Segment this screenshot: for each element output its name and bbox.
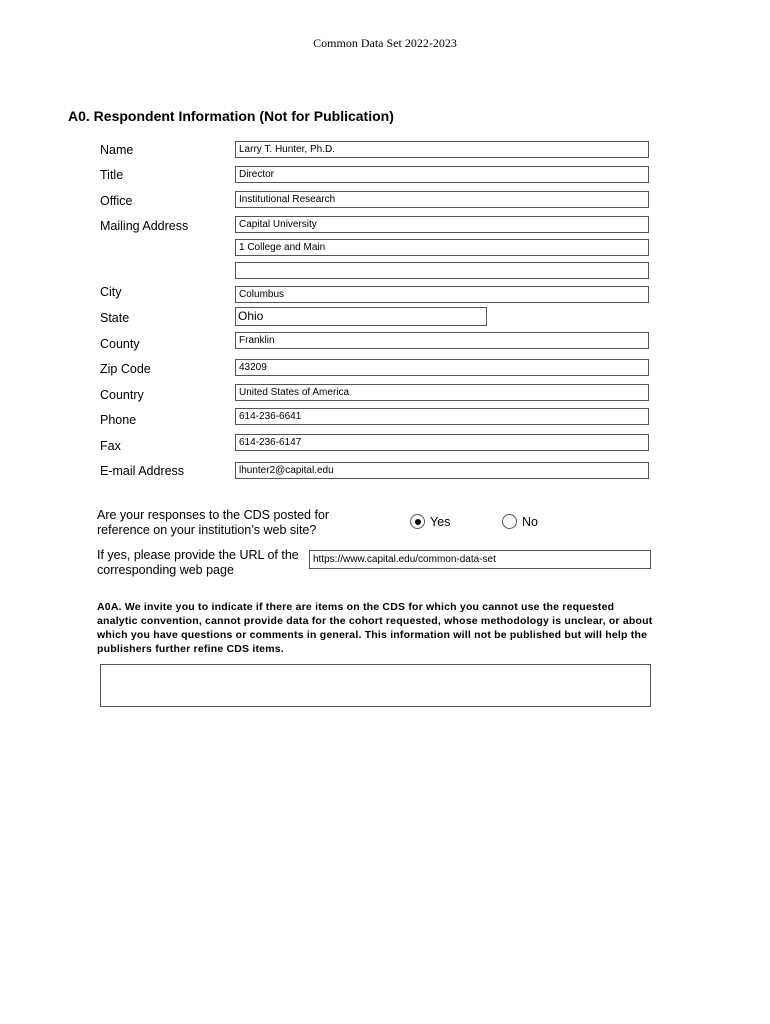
- url-question-line2: corresponding web page: [97, 563, 234, 577]
- a0a-instructions: A0A. We invite you to indicate if there are items on the CDS for which you cannot use the requested analytic convention, cannot provide data for the cohort requested, whose methodology is unclear, or about which you have questions or comments in general. This information will not be published but will help the publishers further refine CDS items.: [97, 601, 653, 655]
- title-field[interactable]: Director: [235, 166, 649, 183]
- page-header: Common Data Set 2022-2023: [313, 36, 457, 50]
- url-question: [97, 548, 299, 578]
- radio-selected-dot: [415, 519, 421, 525]
- city-label: City: [100, 285, 122, 299]
- mailing-address-line3-field[interactable]: [235, 262, 649, 279]
- cds-posted-question: [97, 508, 329, 538]
- yes-radio-circle[interactable]: [410, 514, 425, 529]
- country-field[interactable]: United States of America: [235, 384, 649, 401]
- url-question-line1: If yes, please provide the URL of the: [97, 548, 299, 562]
- county-field[interactable]: Franklin: [235, 332, 649, 349]
- zip-code-field[interactable]: 43209: [235, 359, 649, 376]
- cds-posted-question-line2: reference on your institution’s web site?: [97, 523, 317, 537]
- country-label: Country: [100, 388, 144, 402]
- no-radio-label: No: [522, 514, 538, 529]
- fax-field[interactable]: 614-236-6147: [235, 434, 649, 451]
- office-label: Office: [100, 194, 133, 208]
- county-label: County: [100, 337, 140, 351]
- mailing-address-label: Mailing Address: [100, 219, 189, 233]
- zip-code-label: Zip Code: [100, 362, 151, 376]
- cds-posted-question-line1: Are your responses to the CDS posted for: [97, 508, 330, 522]
- name-field[interactable]: Larry T. Hunter, Ph.D.: [235, 141, 649, 158]
- office-field[interactable]: Institutional Research: [235, 191, 649, 208]
- email-field[interactable]: lhunter2@capital.edu: [235, 462, 649, 479]
- city-field[interactable]: Columbus: [235, 286, 649, 303]
- section-title: A0. Respondent Information (Not for Publication): [68, 108, 394, 124]
- cds-url-field[interactable]: https://www.capital.edu/common-data-set: [309, 550, 651, 569]
- phone-label: Phone: [100, 413, 137, 427]
- email-label: E-mail Address: [100, 464, 185, 478]
- title-label: Title: [100, 168, 124, 182]
- yes-radio-label: Yes: [430, 514, 451, 529]
- mailing-address-line1-field[interactable]: Capital University: [235, 216, 649, 233]
- no-radio-circle[interactable]: [502, 514, 517, 529]
- phone-field[interactable]: 614-236-6641: [235, 408, 649, 425]
- a0a-comment-box[interactable]: [100, 664, 651, 707]
- no-radio[interactable]: [502, 514, 538, 529]
- state-label: State: [100, 311, 130, 325]
- yes-radio[interactable]: [410, 514, 450, 529]
- fax-label: Fax: [100, 439, 121, 453]
- mailing-address-line2-field[interactable]: 1 College and Main: [235, 239, 649, 256]
- name-label: Name: [100, 143, 134, 157]
- state-field[interactable]: Ohio: [235, 307, 487, 326]
